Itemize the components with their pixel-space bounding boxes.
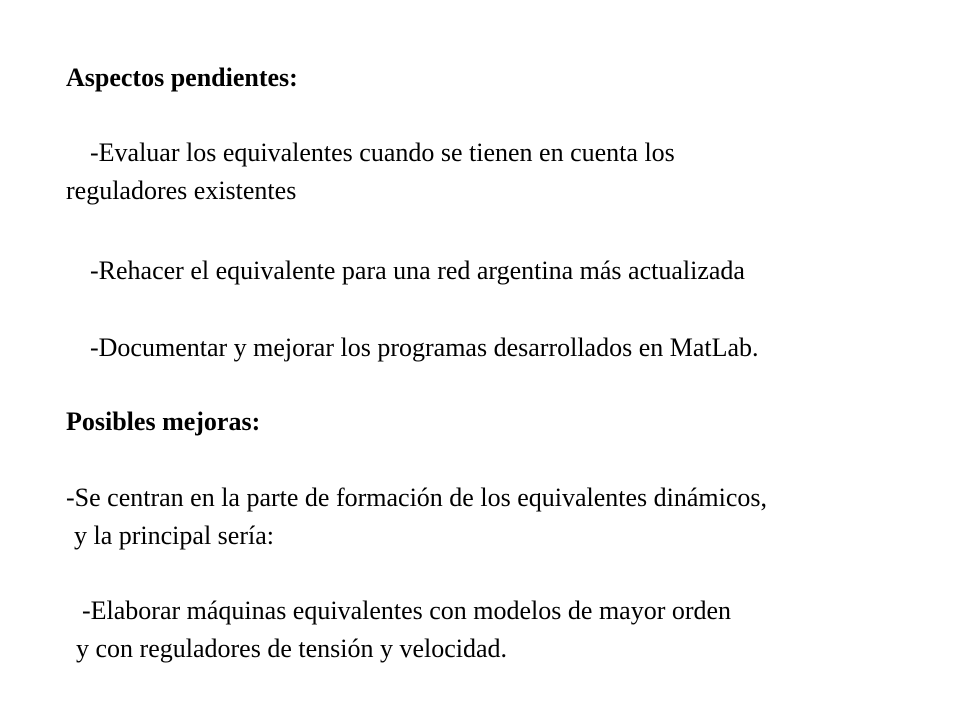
improvements-intro-line-1: -Se centran en la parte de formación de los equivalentes dinámicos, [66, 483, 768, 512]
pending-item-2: -Rehacer el equivalente para una red argentina más actualizada [90, 256, 745, 285]
pending-item-3: -Documentar y mejorar los programas desarrollados en MatLab. [90, 333, 759, 362]
improvement-item-line-1: -Elaborar máquinas equivalentes con modelos de mayor orden [82, 596, 732, 625]
improvements-intro-line-2: y la principal sería: [74, 521, 274, 550]
pending-item-1-line-2: reguladores existentes [66, 176, 297, 205]
pending-heading: Aspectos pendientes: [66, 63, 298, 92]
improvements-heading: Posibles mejoras: [66, 407, 261, 436]
pending-item-1-line-1: -Evaluar los equivalentes cuando se tienen en cuenta los [90, 138, 675, 167]
improvement-item-line-2: y con reguladores de tensión y velocidad. [76, 634, 508, 663]
